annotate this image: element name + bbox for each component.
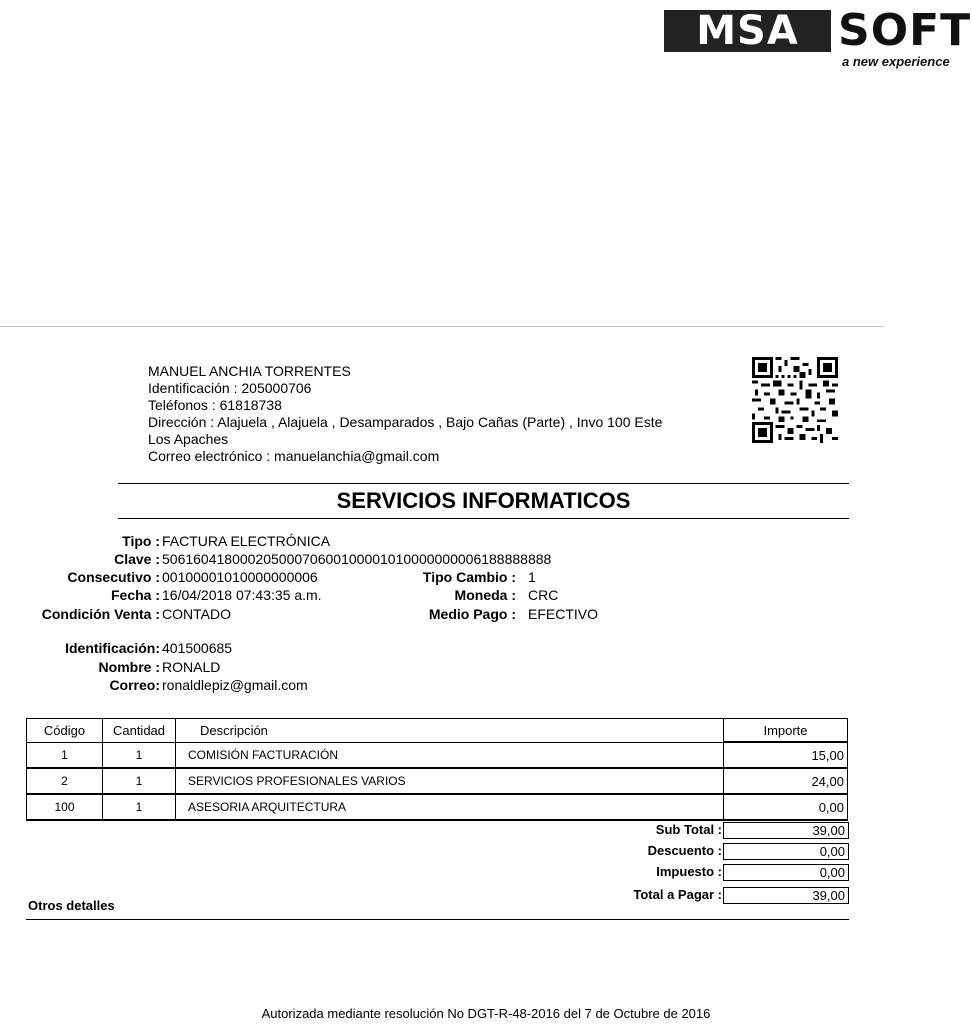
descuento-value: 0,00 [723, 843, 849, 860]
table-row [27, 794, 848, 820]
medio-pago-value: EFECTIVO [528, 606, 599, 622]
footer-note: Autorizada mediante resolución No DGT-R-48-2016 del 7 de Octubre de 2016 [261, 1006, 711, 1021]
cell-codigo: 100 [27, 794, 103, 820]
condicion-venta-label: Condición Venta : [41, 606, 160, 622]
issuer-address: Dirección : Alajuela , Alajuela , Desamparados , Bajo Cañas (Parte) , Invo 100 Este [148, 414, 663, 430]
issuer-name: MANUEL ANCHIA TORRENTES [148, 363, 351, 379]
client-email-label: Correo: [109, 677, 160, 693]
issuer-phone: Teléfonos : 61818738 [148, 397, 282, 413]
impuesto-value: 0,00 [723, 864, 849, 881]
tipo-cambio-value: 1 [528, 569, 536, 585]
issuer-block [148, 363, 748, 465]
medio-pago-label: Medio Pago : [428, 606, 516, 622]
document-title: SERVICIOS INFORMATICOS [336, 488, 631, 513]
tipo-value: FACTURA ELECTRÓNICA [162, 533, 331, 549]
issuer-id: Identificación : 205000706 [148, 380, 312, 396]
otros-detalles: Otros detalles [28, 898, 115, 913]
fecha-label: Fecha : [110, 587, 160, 603]
bottom-rule [26, 919, 849, 920]
cell-codigo: 2 [27, 768, 103, 794]
col-codigo: Código [27, 719, 103, 743]
table-row [27, 742, 848, 768]
subtotal-label: Sub Total : [655, 822, 722, 837]
items-table [26, 718, 848, 821]
condicion-venta-value: CONTADO [162, 606, 231, 622]
moneda-label: Moneda : [454, 587, 516, 603]
client-id-value: 401500685 [162, 640, 233, 656]
col-cantidad: Cantidad [103, 719, 176, 743]
total-value: 39,00 [723, 887, 849, 904]
cell-cantidad: 1 [103, 794, 176, 820]
impuesto-label: Impuesto : [656, 864, 722, 879]
client-email-value: ronaldlepiz@gmail.com [162, 677, 308, 693]
cell-importe: 24,00 [724, 768, 848, 794]
cell-descripcion: COMISIÓN FACTURACIÓN [176, 742, 724, 768]
title-rule-top [118, 483, 849, 484]
logo-tagline: a new experience [842, 54, 950, 69]
logo-msa: MSA [664, 10, 831, 52]
cell-codigo: 1 [27, 742, 103, 768]
col-importe: Importe [724, 719, 848, 743]
cell-cantidad: 1 [103, 742, 176, 768]
logo-soft: SOFT [838, 5, 972, 56]
client-id-label: Identificación: [65, 640, 160, 656]
table-header-row [27, 719, 848, 743]
cell-cantidad: 1 [103, 768, 176, 794]
client-name-value: RONALD [162, 659, 221, 675]
cell-descripcion: ASESORIA ARQUITECTURA [176, 794, 724, 820]
header-divider [0, 326, 884, 327]
issuer-address-line2: Los Apaches [148, 431, 229, 447]
tipo-label: Tipo : [122, 533, 160, 549]
qr-code-icon [752, 356, 838, 444]
title-rule-bottom [118, 518, 849, 519]
cell-importe: 15,00 [724, 742, 848, 768]
cell-importe: 0,00 [724, 794, 848, 820]
subtotal-value: 39,00 [723, 822, 849, 839]
fecha-value: 16/04/2018 07:43:35 a.m. [162, 587, 322, 603]
col-descripcion: Descripción [176, 719, 724, 743]
issuer-email: Correo electrónico : manuelanchia@gmail.com [148, 448, 440, 464]
descuento-label: Descuento : [647, 843, 722, 858]
consecutivo-value: 00100001010000000006 [162, 569, 318, 585]
clave-value: 50616041800020500070600100001010000000006188888888 [162, 551, 552, 567]
consecutivo-label: Consecutivo : [67, 569, 160, 585]
client-name-label: Nombre : [98, 659, 160, 675]
table-row [27, 768, 848, 794]
tipo-cambio-label: Tipo Cambio : [422, 569, 516, 585]
total-label: Total a Pagar : [633, 887, 722, 902]
moneda-value: CRC [528, 587, 559, 603]
cell-descripcion: SERVICIOS PROFESIONALES VARIOS [176, 768, 724, 794]
clave-label: Clave : [114, 551, 160, 567]
